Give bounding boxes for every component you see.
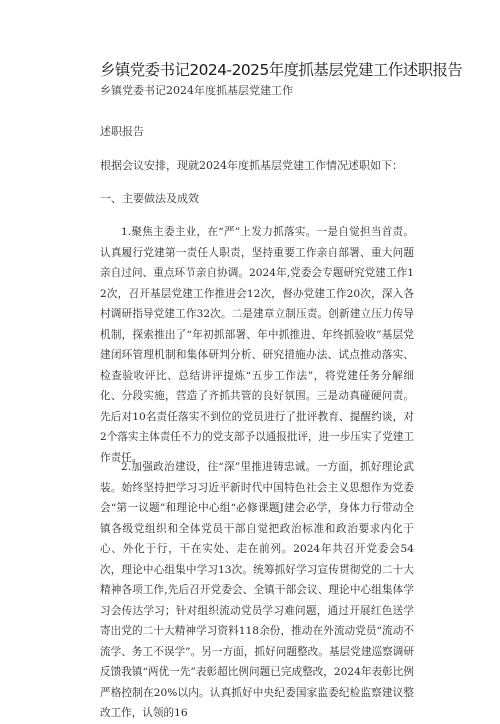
document-subtitle: 乡镇党委书记2024年度抓基层党建工作 bbox=[100, 84, 293, 97]
report-label: 述职报告 bbox=[100, 125, 144, 138]
paragraph-2: 2.加强政治建设，往“深”里推进铸忠诚。一方面，抓好理论武装。始终坚持把学习习近平新时代中国特色社会主义思想作为党委会“第一议题”和理论中心组“必修课题J建会必学，身体力行带动全镇各级党组织和全体党员干部自觉把政治标准和政治要求内化于心、外化于行，干在实处、走在前列。2024年共召开党委会54次，理论中心组集中学习13次。统筹抓好学习宣传贯彻党的二十大精神各项工作,先后召开党委会、全镇干部会议、理论中心组集体学习会传达学习；针对组织流动党员学习难问题，通过开展红色送学寄出党的二十大精神学习资料118余份，推动在外流动党员“流动不流学、务工不误学”。另一方面，抓好问题整改。基层党建巡察调研反馈我镇“两优一先”表彰超比例问题已完成整改，2024年表彰比例严格控制在20%以内。认真抓好中央纪委国家监委纪检监察建议整改工作，认领的16 bbox=[100, 461, 414, 719]
document-title: 乡镇党委书记2024-2025年度抓基层党建工作述职报告 bbox=[100, 61, 463, 79]
intro-text: 根据会议安排，现就2024年度抓基层党建工作情况述职如下： bbox=[100, 159, 403, 172]
paragraph-1: 1.聚焦主委主业，在“严”上发力抓落实。一是自觉担当首责。认真履行党建第一责任人职责，坚持重要工作亲自部署、重大问题亲自过问、重点环节亲自协调。2024年,党委会专题研究党建工作12次，召开基层党建工作推进会12次，督办党建工作20次，深入各村调研指导党建工作32次。二是建章立制压责。创新建立压力传导机制，探索推出了“年初抓部署、年中抓推进、年终抓验收”基层党建闭环管理机制和集体研判分析、研究措施办法、试点推动落实、检查验收评比、总结讲评提炼“五步工作法”，将党建任务分解细化、分段实施，营造了齐抓共管的良好氛围。三是动真碰硬问责。先后对10名责任落实不到位的党员进行了批评教育、提醒约谈，对2个落实主体责任不力的党支部予以通报批评，进一步压实了党建工作责任。 bbox=[100, 226, 414, 464]
section-1-heading: 一、主要做法及成效 bbox=[100, 192, 199, 205]
